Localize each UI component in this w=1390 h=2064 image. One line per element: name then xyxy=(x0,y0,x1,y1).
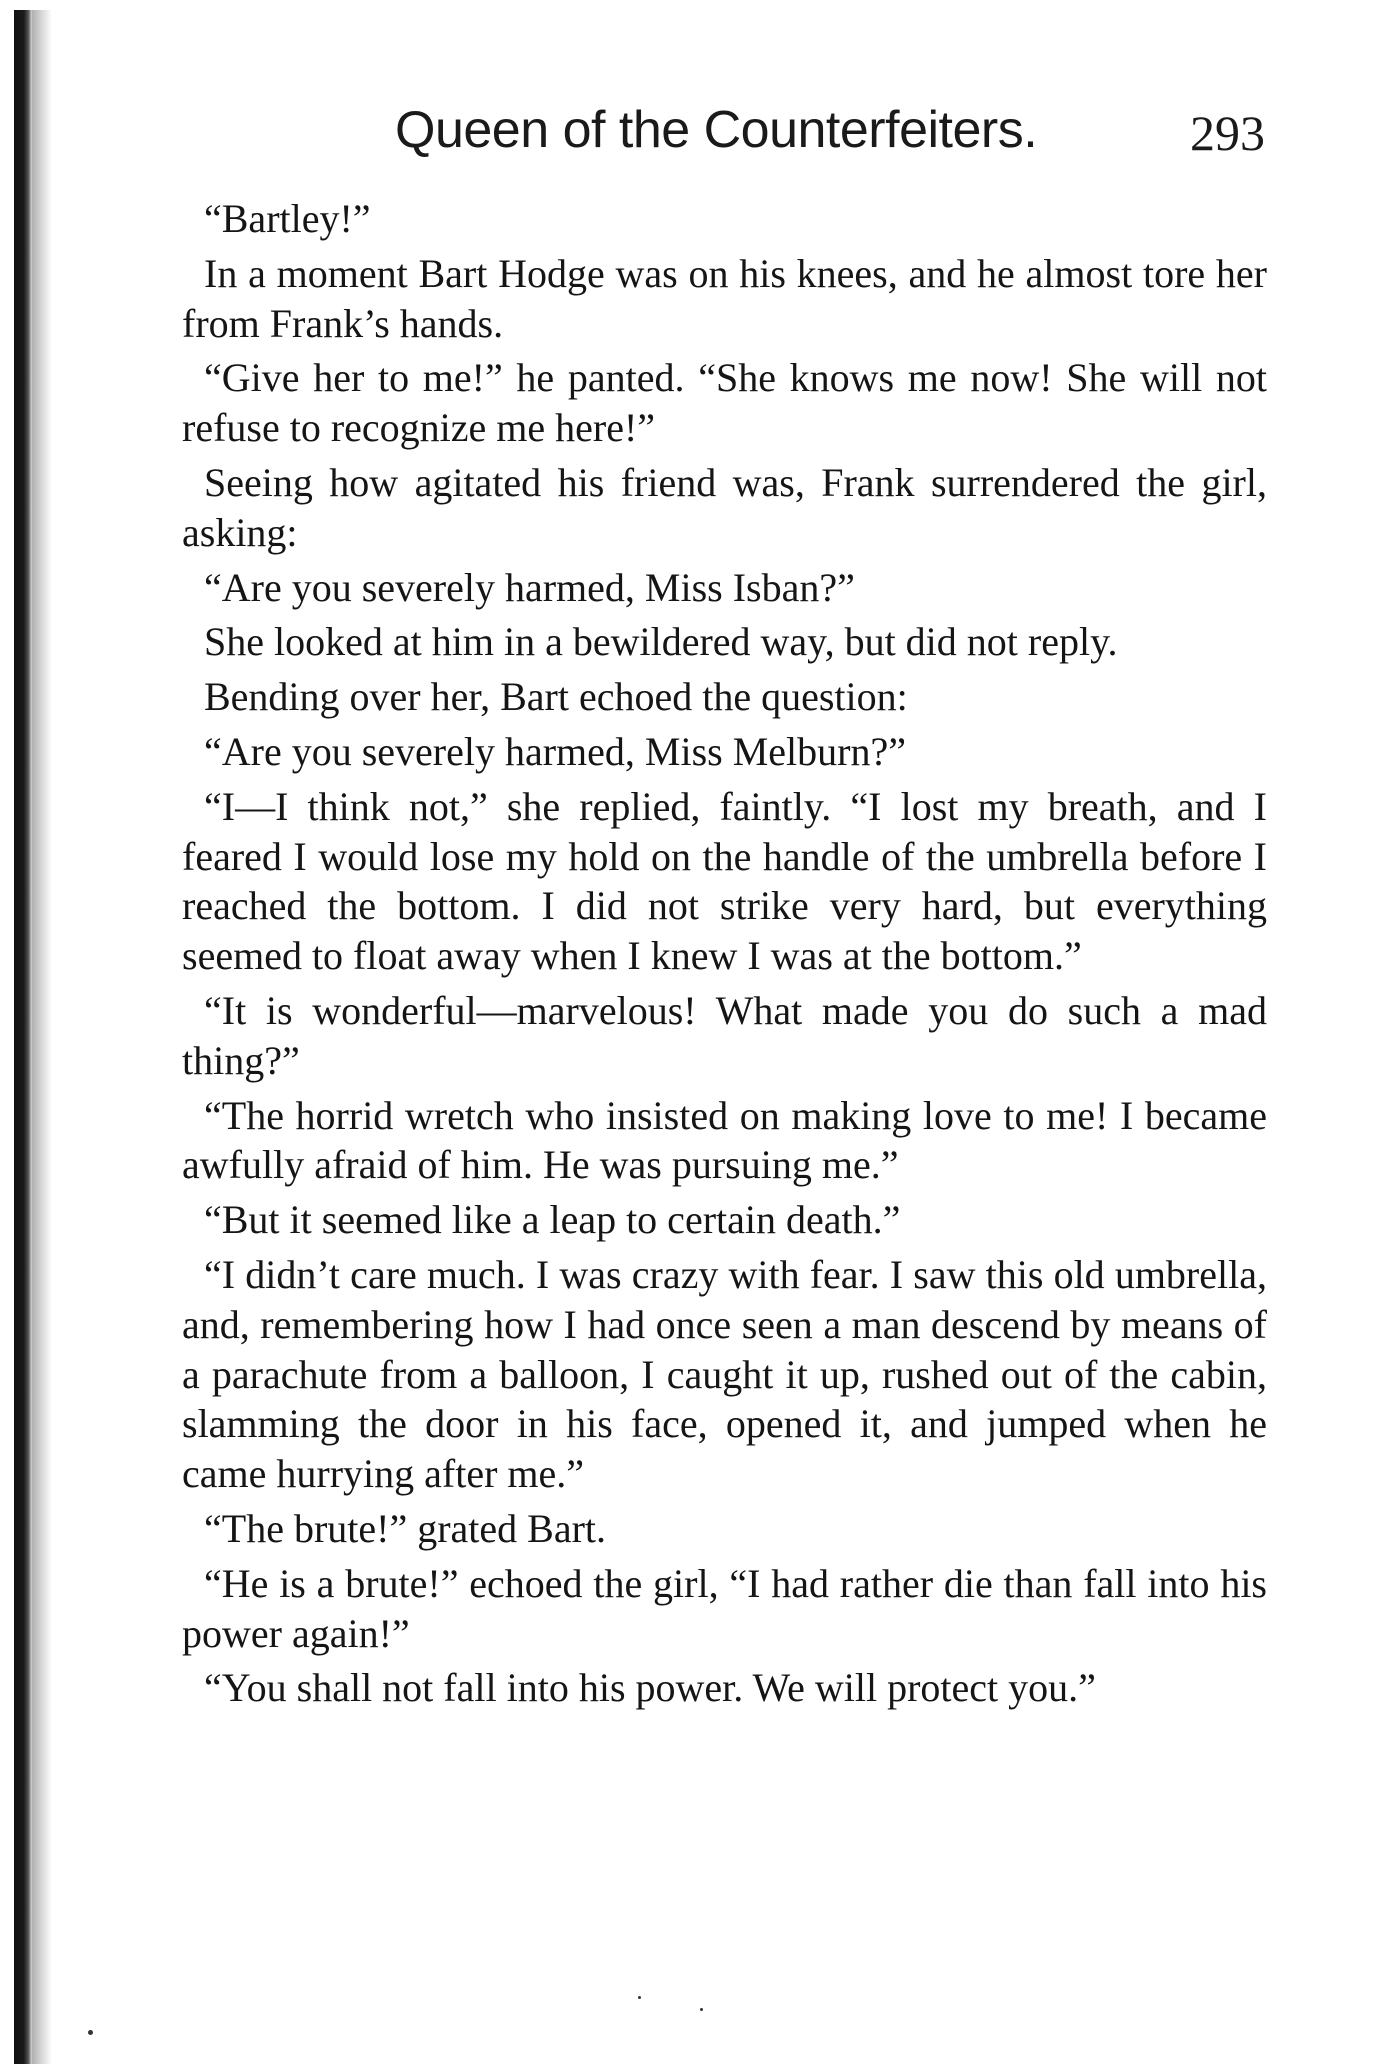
scan-speck xyxy=(700,2008,703,2011)
paragraph: “Give her to me!” he panted. “She knows me now! She will not refuse to recognize me here!” xyxy=(182,355,1267,451)
paragraph: “He is a brute!” echoed the girl, “I had rather die than fall into his power again!” xyxy=(182,1560,1267,1656)
paragraph: Seeing how agitated his friend was, Frank surrendered the girl, asking: xyxy=(182,459,1267,555)
scan-speck xyxy=(88,2030,93,2035)
page-number: 293 xyxy=(1190,105,1265,161)
paragraph: “But it seemed like a leap to certain death.” xyxy=(204,1197,901,1243)
paragraph: “Bartley!” xyxy=(204,196,371,241)
paragraph: “Are you severely harmed, Miss Isban?” xyxy=(204,564,855,610)
binding-shadow xyxy=(14,10,32,2064)
scan-speck xyxy=(638,1996,641,1999)
binding-shadow-fade xyxy=(32,10,52,2064)
paragraph: Bending over her, Bart echoed the question: xyxy=(204,674,908,720)
paragraph: “You shall not fall into his power. We will protect you.” xyxy=(204,1665,1096,1711)
paragraph: “I—I think not,” she replied, faintly. “I lost my breath, and I feared I would lose my hold on the handle of the umbrella before I reached the bottom. I did not strike very hard, but everything seemed to float away when I knew I was at the bottom.” xyxy=(182,783,1267,979)
paragraph: “Are you severely harmed, Miss Melburn?” xyxy=(204,728,906,774)
body-text xyxy=(182,194,1267,1718)
page-header xyxy=(395,100,1265,170)
paragraph: In a moment Bart Hodge was on his knees, and he almost tore her from Frank’s hands. xyxy=(182,250,1267,346)
paragraph: “The horrid wretch who insisted on making love to me! I became awfully afraid of him. He was pursuing me.” xyxy=(182,1092,1267,1188)
running-title: Queen of the Counterfeiters. xyxy=(395,101,1038,159)
paragraph: “The brute!” grated Bart. xyxy=(204,1505,607,1551)
paragraph: “I didn’t care much. I was crazy with fear. I saw this old umbrella, and, remembering how I had once seen a man descend by means of a parachute from a balloon, I caught it up, rushed out of the cabin, slamming the door in his face, opened it, and jumped when he came hurrying after me.” xyxy=(182,1251,1267,1497)
paragraph: “It is wonderful—marvelous! What made you do such a mad thing?” xyxy=(182,987,1267,1083)
paragraph: She looked at him in a bewildered way, but did not reply. xyxy=(204,619,1118,665)
